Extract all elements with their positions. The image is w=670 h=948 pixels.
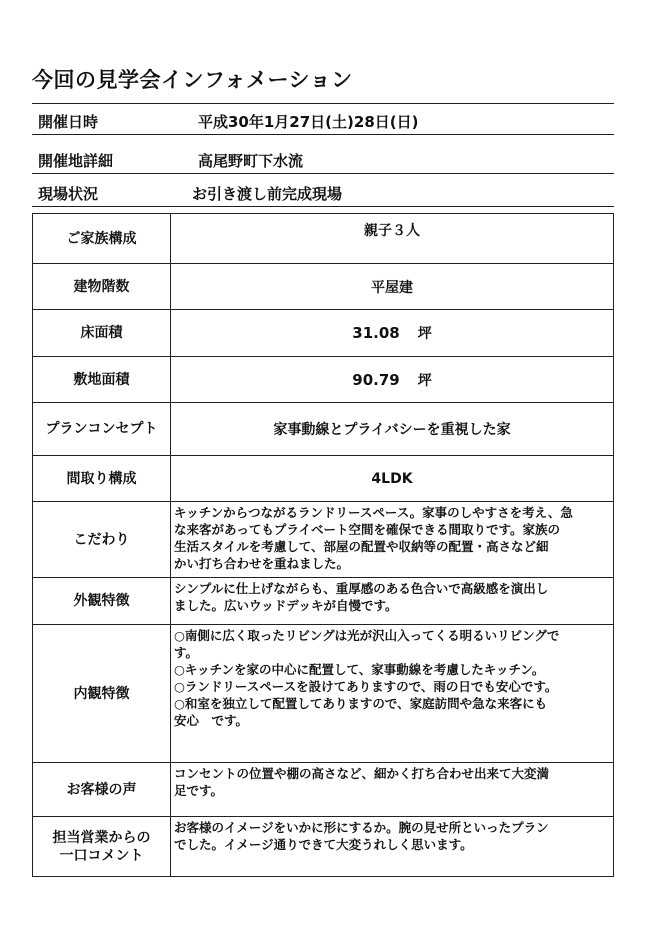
floor-area-cell — [171, 310, 614, 357]
row-kodawari — [33, 502, 614, 578]
comment-label-line: 担当営業からの — [52, 829, 151, 846]
date-label: 開催日時 — [38, 113, 99, 131]
row-floor-area — [33, 310, 614, 357]
comment-label-line: 一口コメント — [59, 847, 144, 864]
family-label: ご家族構成 — [33, 214, 171, 264]
interior-line: ○ランドリースペースを設けてありますので、雨の日でも安心です。 — [174, 679, 558, 694]
kodawari-line: かい打ち合わせを重ねました。 — [174, 556, 350, 571]
status-label: 現場状況 — [38, 185, 99, 203]
info-row-place — [32, 143, 614, 174]
place-label: 開催地詳細 — [38, 152, 114, 170]
site-area-value: 90.79 — [352, 370, 400, 389]
interior-line: す。 — [174, 645, 199, 660]
interior-line: ○和室を独立して配置してありますので、家庭訪問や急な来客にも — [174, 696, 548, 711]
row-comment — [33, 817, 614, 877]
exterior-label: 外観特徴 — [33, 578, 171, 625]
floor-area-unit: 坪 — [417, 326, 432, 342]
comment-text — [171, 817, 614, 877]
site-area-label: 敷地面積 — [33, 357, 171, 403]
comment-line: でした。イメージ通りできて大変うれしく思います。 — [174, 837, 473, 852]
voice-text — [171, 763, 614, 817]
concept-label: プランコンセプト — [33, 403, 171, 456]
site-area-cell — [171, 357, 614, 403]
row-site-area — [33, 357, 614, 403]
interior-text — [171, 625, 614, 763]
kodawari-line: な来客があってもプライベート空間を確保できる間取りです。家族の — [174, 522, 561, 537]
layout-label: 間取り構成 — [33, 456, 171, 502]
interior-line: ○キッチンを家の中心に配置して、家事動線を考慮したキッチン。 — [174, 662, 545, 677]
info-row-date — [32, 104, 614, 135]
row-family — [33, 214, 614, 264]
status-value: お引き渡し前完成現場 — [192, 185, 343, 203]
concept-value: 家事動線とプライバシーを重視した家 — [171, 403, 614, 456]
info-row-status — [32, 176, 614, 207]
comment-line: お客様のイメージをいかに形にするか。腕の見せ所といったプラン — [174, 820, 549, 835]
exterior-line: ました。広いウッドデッキが自慢です。 — [174, 598, 398, 613]
floor-area-label: 床面積 — [33, 310, 171, 357]
layout-value: 4LDK — [171, 456, 614, 502]
kodawari-line: 生活スタイルを考慮して、部屋の配置や収納等の配置・高さなど細 — [174, 539, 549, 554]
interior-line: 安心 です。 — [174, 713, 249, 728]
row-floors — [33, 264, 614, 310]
row-voice — [33, 763, 614, 817]
comment-label — [33, 817, 171, 877]
voice-line: 足です。 — [174, 783, 224, 798]
interior-line: ○南側に広く取ったリビングは光が沢山入ってくる明るいリビングで — [174, 628, 560, 643]
interior-label: 内観特徴 — [33, 625, 171, 763]
floors-label: 建物階数 — [33, 264, 171, 310]
exterior-line: シンプルに仕上げながらも、重厚感のある色合いで高級感を演出し — [174, 581, 549, 596]
row-interior — [33, 625, 614, 763]
floors-value: 平屋建 — [171, 264, 614, 310]
site-area-unit: 坪 — [417, 372, 432, 389]
spec-table — [32, 213, 614, 877]
kodawari-line: キッチンからつながるランドリースペース。家事のしやすさを考え、急 — [174, 505, 573, 520]
row-concept — [33, 403, 614, 456]
place-value: 高尾野町下水流 — [198, 152, 304, 170]
floor-area-value: 31.08 — [352, 324, 400, 342]
voice-label: お客様の声 — [33, 763, 171, 817]
row-exterior — [33, 578, 614, 625]
voice-line: コンセントの位置や棚の高さなど、細かく打ち合わせ出来て大変満 — [174, 766, 550, 781]
date-value: 平成30年1月27日(土)28日(日) — [198, 113, 419, 131]
page-title: 今回の見学会インフォメーション — [32, 68, 353, 92]
exterior-text — [171, 578, 614, 625]
family-value: 親子３人 — [171, 214, 614, 264]
kodawari-text — [171, 502, 614, 578]
row-layout — [33, 456, 614, 502]
kodawari-label: こだわり — [33, 502, 171, 578]
